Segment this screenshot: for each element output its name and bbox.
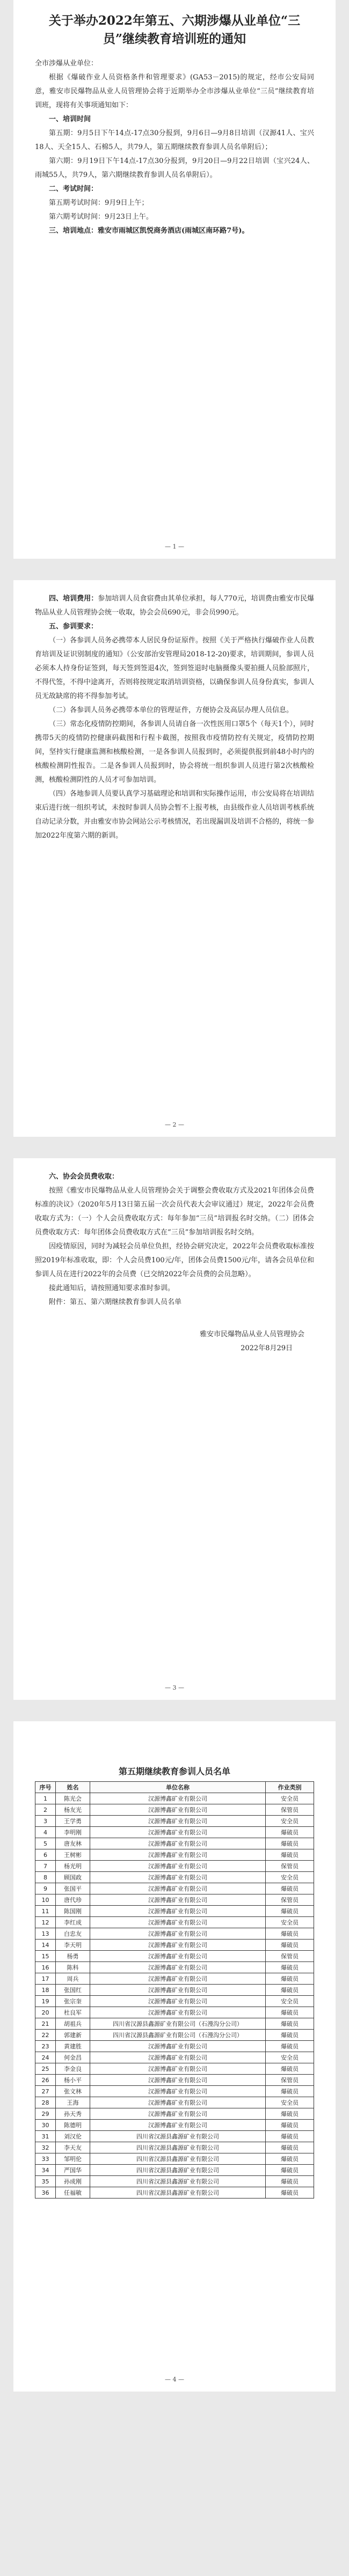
row-name: 陈国刚 <box>56 1906 90 1917</box>
table-row <box>35 2086 314 2097</box>
row-category: 安全员 <box>266 1872 314 1883</box>
roster-body <box>35 1793 314 2199</box>
row-unit: 汉源博鑫矿业有限公司 <box>90 2108 266 2120</box>
row-name: 陈科 <box>56 1962 90 1973</box>
row-name: 李天明 <box>56 1940 90 1951</box>
table-row <box>35 1951 314 1962</box>
roster-header-row <box>35 1782 314 1793</box>
row-unit: 汉源博鑫矿业有限公司 <box>90 1849 266 1861</box>
row-name: 李天友 <box>56 2142 90 2153</box>
row-unit: 四川省汉源县鑫源矿业有限公司 <box>90 2176 266 2187</box>
row-unit: 四川省汉源县鑫源矿业有限公司 <box>90 2187 266 2199</box>
row-index: 35 <box>35 2176 56 2187</box>
row-category: 爆破员 <box>266 2063 314 2075</box>
header-category: 作业类别 <box>266 1782 314 1793</box>
row-index: 5 <box>35 1838 56 1849</box>
row-unit: 汉源博鑫矿业有限公司 <box>90 1816 266 1827</box>
row-name: 孙成刚 <box>56 2176 90 2187</box>
row-index: 20 <box>35 2007 56 2018</box>
table-row <box>35 2075 314 2086</box>
row-category: 爆破员 <box>266 1827 314 1838</box>
table-row <box>35 1804 314 1816</box>
row-index: 31 <box>35 2131 56 2142</box>
table-row <box>35 2063 314 2075</box>
row-name: 何金昌 <box>56 2052 90 2063</box>
row-category: 爆破员 <box>266 2018 314 2030</box>
table-row <box>35 1872 314 1883</box>
section-heading-3: 三、培训地点：雅安市雨城区凯悦商务酒店(雨城区南环路7号)。 <box>49 227 249 235</box>
row-index: 10 <box>35 1894 56 1906</box>
table-row <box>35 1962 314 1973</box>
row-category: 爆破员 <box>266 2086 314 2097</box>
signature-date: 2022年8月29日 <box>241 1344 293 1352</box>
row-name: 王学勇 <box>56 1816 90 1827</box>
row-index: 34 <box>35 2165 56 2176</box>
row-name: 陈德明 <box>56 2120 90 2131</box>
row-unit: 汉源博鑫矿业有限公司 <box>90 1906 266 1917</box>
table-row <box>35 1883 314 1894</box>
table-row <box>35 1827 314 1838</box>
row-category: 保管员 <box>266 1894 314 1906</box>
row-index: 32 <box>35 2142 56 2153</box>
table-row <box>35 2052 314 2063</box>
row-name: 王树彬 <box>56 1849 90 1861</box>
row-unit: 汉源博鑫矿业有限公司 <box>90 1793 266 1804</box>
header-unit: 单位名称 <box>90 1782 266 1793</box>
table-row <box>35 1996 314 2007</box>
row-name: 李金良 <box>56 2063 90 2075</box>
row-name: 杨光明 <box>56 1861 90 1872</box>
section-heading-6: 六、协会会员费收取： <box>49 1173 119 1181</box>
row-index: 14 <box>35 1940 56 1951</box>
row-unit: 汉源博鑫矿业有限公司 <box>90 1883 266 1894</box>
row-index: 33 <box>35 2153 56 2165</box>
row-category: 爆破员 <box>266 2108 314 2120</box>
row-category: 爆破员 <box>266 1906 314 1917</box>
row-index: 21 <box>35 2018 56 2030</box>
fee-text: 参加培训人员食宿费由其单位承担，每人770元，培训费由雅安市民爆物品从业人员管理协会统一收取，协会会员690元，非会员990元。 <box>35 595 314 617</box>
row-category: 安全员 <box>266 1996 314 2007</box>
row-name: 李红成 <box>56 1917 90 1928</box>
intro-paragraph: 根据《爆破作业人员资格条件和管理要求》(GA53－2015)的规定，经市公安局同意，雅安市民爆物品从业人员管理协会将于近期举办全市涉爆从业单位“三员”继续教育培训班，现将有关事项通知如下： <box>35 73 314 109</box>
membership-paragraph-2: 因疫情原因，同时为减轻会员单位负担，经协会研究决定，2022年会员费收取标准按照2019年标准收取，即：个人会员费100元/年，团体会员费1500元/年，请各会员单位和参训人员在进行2022年的会员费（已交纳2022年会员费的会员忽略）。 <box>35 1242 314 1278</box>
row-category: 爆破员 <box>266 2142 314 2153</box>
row-unit: 汉源博鑫矿业有限公司 <box>90 1804 266 1816</box>
row-index: 12 <box>35 1917 56 1928</box>
table-row <box>35 2030 314 2041</box>
row-unit: 四川省汉源县鑫源矿业有限公司 <box>90 2165 266 2176</box>
exam-phase6: 第六期考试时间：9月23日上午。 <box>49 213 153 221</box>
attachment-line: 附件：第五、第六期继续教育参训人员名单 <box>49 1298 182 1306</box>
row-name: 郭建新 <box>56 2030 90 2041</box>
requirement-1: （一）各参训人员务必携带本人居民身份证原件。按照《关于严格执行爆破作业人员教育培训及证识别制度的通知》（公安部治安管理局2018-12-20)要求，培训期间，参训人员必须本人持身份证签到，每天签到签退4次，签到签退时电脑摄像头要拍摄人员脸部照片，不得代签，不得中途离开，否则将按规定取消培训资格，以确保参训人员身份真实，参训人员无故缺席的将不得参加考试。 <box>35 636 315 700</box>
table-row <box>35 2187 314 2199</box>
row-category: 爆破员 <box>266 1962 314 1973</box>
requirement-4: （四）各地参训人员要认真学习基础理论和培训和实际操作运用，市公安局将在培训结束后进行统一组织考试，未按时参训人员协会暂不上报考核，由县级作业人员培训考核系统自动记录分数，并由雅安市协会网站公示考核情况，若出现漏训及培训不合格的，将统一参加2022年度第六期的新训。 <box>35 790 315 840</box>
row-name: 杜良军 <box>56 2007 90 2018</box>
row-name: 王海 <box>56 2097 90 2108</box>
row-unit: 汉源博鑫矿业有限公司 <box>90 1872 266 1883</box>
row-category: 安全员 <box>266 1816 314 1827</box>
row-name: 黄建胜 <box>56 2041 90 2052</box>
table-row <box>35 2108 314 2120</box>
row-index: 6 <box>35 1849 56 1861</box>
row-name: 张宗奎 <box>56 1996 90 2007</box>
row-index: 22 <box>35 2030 56 2041</box>
row-unit: 四川省汉源县鑫源矿业有限公司（石漫沟分公司） <box>90 2018 266 2030</box>
row-index: 29 <box>35 2108 56 2120</box>
exam-phase5: 第五期考试时间：9月9日上午； <box>49 199 149 207</box>
document-title: 关于举办2022年第五、六期涉爆从业单位“三员”继续教育培训班的通知 <box>48 13 301 46</box>
row-unit: 汉源博鑫矿业有限公司 <box>90 1962 266 1973</box>
training-phase6: 第六期：9月19日下午14点-17点30分报到，9月20日—9月22日培训（宝兴24人、雨城55人，共79人，第六期继续教育参训人员名单附后）。 <box>35 157 314 179</box>
closing-paragraph: 接此通知后，请按照通知要求准时参训。 <box>49 1284 175 1292</box>
row-category: 保管员 <box>266 1951 314 1962</box>
row-unit: 汉源博鑫矿业有限公司 <box>90 1951 266 1962</box>
membership-paragraph-1: 按照《雅安市民爆物品从业人员管理协会关于调整会费收取方式及2021年团体会员费标准的决议》（2020年5月13日第五届一次会员代表大会审议通过）规定，2022年会员费收取方式为：（一）个人会员费收取方式：每年参加“三员”培训报名时交纳。（二）团体会员费收取方式：每年团体会员费收取方式在“三员”参加培训报名时交纳。 <box>35 1187 314 1237</box>
row-unit: 汉源博鑫矿业有限公司 <box>90 2007 266 2018</box>
row-index: 8 <box>35 1872 56 1883</box>
table-row <box>35 1849 314 1861</box>
document-page-1 <box>13 0 336 559</box>
row-name: 胡祖兵 <box>56 2018 90 2030</box>
requirement-3: （三）常态化疫情防控期间，各参训人员请自备一次性医用口罩5个（每天1个），同时携带5天的疫情防控健康码截图和行程卡截图，按照我市疫情防控有关规定，疫情防控期间，坚持实行健康监测和核酸检测，一是各参训人员报到时，必须提供报到前48小时内的核酸检测阴性报告。二是各参训人员报到时，协会将统一组织参训人员进行第2次核酸检测，核酸检测阴性的人员才可参加培训。 <box>35 720 314 784</box>
row-unit: 汉源博鑫矿业有限公司 <box>90 2075 266 2086</box>
row-category: 安全员 <box>266 1793 314 1804</box>
row-index: 24 <box>35 2052 56 2063</box>
table-row <box>35 2007 314 2018</box>
row-name: 陈光会 <box>56 1793 90 1804</box>
row-unit: 汉源博鑫矿业有限公司 <box>90 2086 266 2097</box>
document-page-4 <box>13 1721 336 2392</box>
row-category: 爆破员 <box>266 1838 314 1849</box>
table-row <box>35 1816 314 1827</box>
row-category: 保管员 <box>266 1861 314 1872</box>
row-unit: 汉源博鑫矿业有限公司 <box>90 1827 266 1838</box>
row-index: 19 <box>35 1996 56 2007</box>
row-index: 26 <box>35 2075 56 2086</box>
row-index: 18 <box>35 1985 56 1996</box>
section-heading-1: 一、培训时间 <box>49 115 91 123</box>
row-index: 15 <box>35 1951 56 1962</box>
table-row <box>35 2131 314 2142</box>
row-name: 周兵 <box>56 1973 90 1985</box>
row-index: 23 <box>35 2041 56 2052</box>
row-name: 唐友林 <box>56 1838 90 1849</box>
table-row <box>35 1928 314 1940</box>
table-row <box>35 2041 314 2052</box>
row-index: 28 <box>35 2097 56 2108</box>
table-row <box>35 1793 314 1804</box>
row-category: 爆破员 <box>266 1985 314 1996</box>
row-name: 孙天秀 <box>56 2108 90 2120</box>
row-unit: 四川省汉源县鑫源矿业有限公司 <box>90 2153 266 2165</box>
row-category: 爆破员 <box>266 2176 314 2187</box>
row-category: 爆破员 <box>266 2030 314 2041</box>
document-page-2 <box>13 580 336 1137</box>
table-row <box>35 2018 314 2030</box>
table-row <box>35 1985 314 1996</box>
row-index: 13 <box>35 1928 56 1940</box>
row-category: 爆破员 <box>266 1940 314 1951</box>
table-row <box>35 2153 314 2165</box>
row-index: 9 <box>35 1883 56 1894</box>
row-index: 27 <box>35 2086 56 2097</box>
table-row <box>35 1906 314 1917</box>
row-index: 30 <box>35 2120 56 2131</box>
page-number-3: — 3 — <box>165 1684 184 1691</box>
table-row <box>35 1940 314 1951</box>
row-name: 顾国政 <box>56 1872 90 1883</box>
row-category: 爆破员 <box>266 2120 314 2131</box>
section-heading-4: 四、培训费用： <box>49 595 98 603</box>
row-category: 爆破员 <box>266 1849 314 1861</box>
row-unit: 汉源博鑫矿业有限公司 <box>90 2063 266 2075</box>
row-unit: 汉源博鑫矿业有限公司 <box>90 1917 266 1928</box>
document-page-3 <box>13 1158 336 1700</box>
signature-org: 雅安市民爆物品从业人员管理协会 <box>199 1330 304 1338</box>
header-name: 姓名 <box>56 1782 90 1793</box>
fee-paragraph <box>35 592 314 620</box>
row-name: 任福敏 <box>56 2187 90 2199</box>
row-index: 17 <box>35 1973 56 1985</box>
requirement-2: （二）各参训人员务必携带本单位的管理证件，方便协会及高层办理人员信息。 <box>49 706 294 714</box>
row-name: 唐代珍 <box>56 1894 90 1906</box>
row-category: 爆破员 <box>266 1973 314 1985</box>
row-unit: 汉源博鑫矿业有限公司 <box>90 1838 266 1849</box>
row-unit: 汉源博鑫矿业有限公司 <box>90 2120 266 2131</box>
row-name: 张国红 <box>56 1985 90 1996</box>
section-heading-5: 五、参训要求： <box>49 623 98 631</box>
row-index: 25 <box>35 2063 56 2075</box>
row-index: 7 <box>35 1861 56 1872</box>
row-unit: 汉源博鑫矿业有限公司 <box>90 1940 266 1951</box>
row-unit: 汉源博鑫矿业有限公司 <box>90 1894 266 1906</box>
table-row <box>35 2165 314 2176</box>
row-category: 安全员 <box>266 2097 314 2108</box>
row-name: 张国平 <box>56 1883 90 1894</box>
header-index: 序号 <box>35 1782 56 1793</box>
row-index: 36 <box>35 2187 56 2199</box>
table-row <box>35 1861 314 1872</box>
row-unit: 汉源博鑫矿业有限公司 <box>90 2052 266 2063</box>
page-number-4: — 4 — <box>165 2376 184 2383</box>
table-row <box>35 1838 314 1849</box>
row-name: 杨友光 <box>56 1804 90 1816</box>
row-category: 爆破员 <box>266 2007 314 2018</box>
table-row <box>35 1973 314 1985</box>
table-row <box>35 1917 314 1928</box>
row-unit: 汉源博鑫矿业有限公司 <box>90 1928 266 1940</box>
row-category: 爆破员 <box>266 2041 314 2052</box>
row-name: 刘汉伦 <box>56 2131 90 2142</box>
row-category: 爆破员 <box>266 2165 314 2176</box>
page-number-1: — 1 — <box>165 543 184 550</box>
row-name: 邹明伦 <box>56 2153 90 2165</box>
row-category: 安全员 <box>266 1917 314 1928</box>
row-index: 1 <box>35 1793 56 1804</box>
row-category: 爆破员 <box>266 2153 314 2165</box>
row-category: 爆破员 <box>266 1883 314 1894</box>
section-heading-2: 二、考试时间： <box>49 185 98 193</box>
row-name: 杨勇 <box>56 1951 90 1962</box>
row-category: 保管员 <box>266 1804 314 1816</box>
table-row <box>35 2120 314 2131</box>
row-unit: 汉源博鑫矿业有限公司 <box>90 1973 266 1985</box>
table-row <box>35 2097 314 2108</box>
table-row <box>35 2142 314 2153</box>
table-row <box>35 1894 314 1906</box>
row-name: 张文林 <box>56 2086 90 2097</box>
row-unit: 四川省汉源县鑫源矿业有限公司 <box>90 2142 266 2153</box>
row-unit: 汉源博鑫矿业有限公司 <box>90 2041 266 2052</box>
row-unit: 汉源博鑫矿业有限公司 <box>90 1996 266 2007</box>
table-row <box>35 2176 314 2187</box>
row-unit: 汉源博鑫矿业有限公司 <box>90 1861 266 1872</box>
row-unit: 汉源博鑫矿业有限公司 <box>90 2097 266 2108</box>
row-name: 白忠友 <box>56 1928 90 1940</box>
row-category: 爆破员 <box>266 2131 314 2142</box>
row-unit: 四川省汉源县鑫源矿业有限公司（石漫沟分公司） <box>90 2030 266 2041</box>
row-category: 爆破员 <box>266 1928 314 1940</box>
row-index: 4 <box>35 1827 56 1838</box>
row-index: 11 <box>35 1906 56 1917</box>
row-index: 16 <box>35 1962 56 1973</box>
row-category: 爆破员 <box>266 2187 314 2199</box>
row-category: 安全员 <box>266 2052 314 2063</box>
page-number-2: — 2 — <box>165 1121 184 1128</box>
row-category: 保管员 <box>266 2075 314 2086</box>
row-index: 3 <box>35 1816 56 1827</box>
roster-table <box>35 1781 314 2199</box>
salutation: 全市涉爆从业单位： <box>35 60 98 68</box>
roster-title: 第五期继续教育参训人员名单 <box>118 1766 230 1776</box>
row-name: 杨小平 <box>56 2075 90 2086</box>
row-unit: 汉源博鑫矿业有限公司 <box>90 1985 266 1996</box>
row-index: 2 <box>35 1804 56 1816</box>
row-unit: 四川省汉源县鑫源矿业有限公司 <box>90 2131 266 2142</box>
row-name: 李明刚 <box>56 1827 90 1838</box>
training-phase5: 第五期：9月5日下午14点-17点30分报到，9月6日—9月8日培训（汉源41人、宝兴18人、天全15人、石棉5人，共79人，第五期继续教育参训人员名单附后）； <box>35 129 314 151</box>
row-name: 严国华 <box>56 2165 90 2176</box>
